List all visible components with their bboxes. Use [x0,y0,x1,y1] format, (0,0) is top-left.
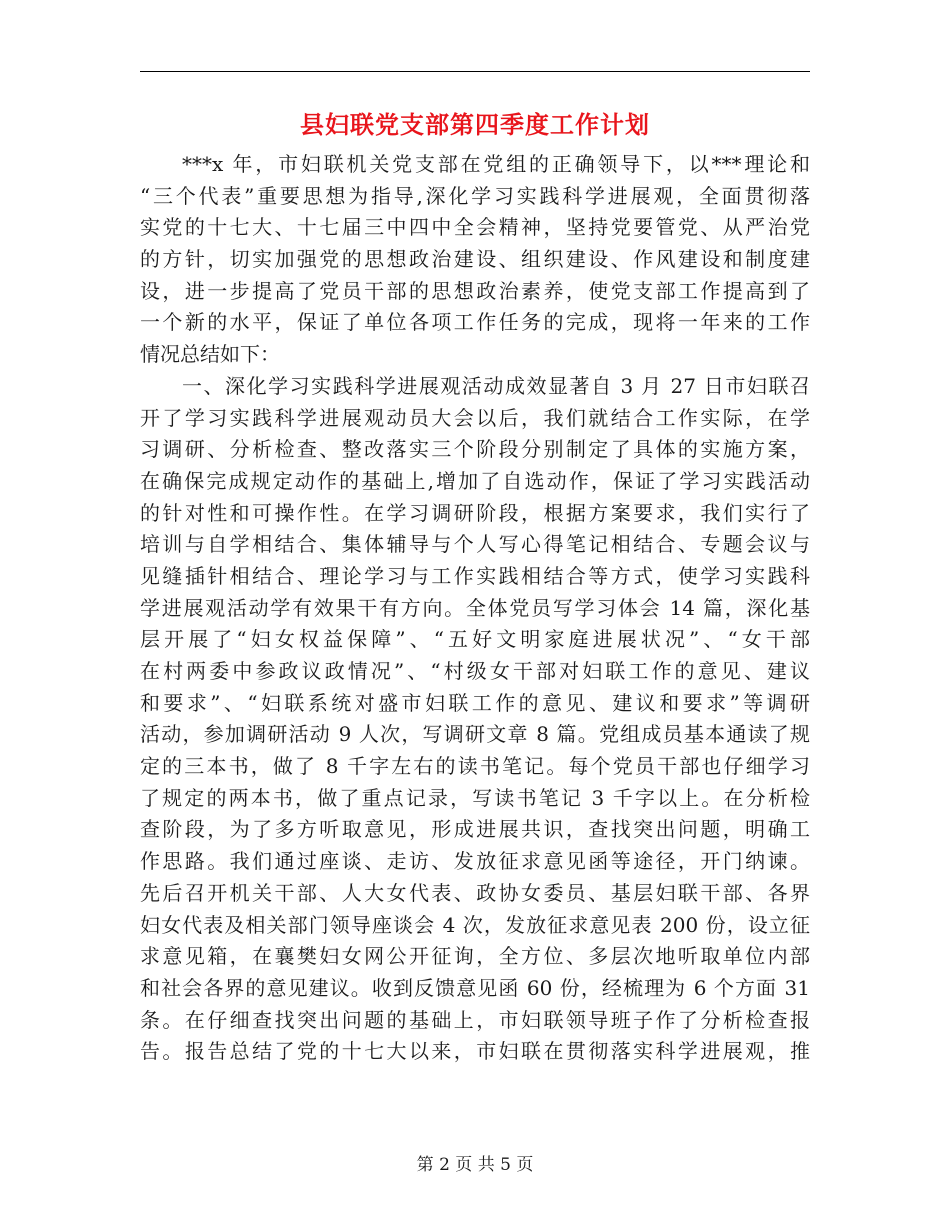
paragraph-line: 情况总结如下： [140,342,280,367]
paragraph-line: 查阶段，为了多方听取意见，形成进展共识，查找突出问题，明确工 [140,817,810,842]
paragraph-line: 培训与自学相结合、集体辅导与个人写心得笔记相结合、专题会议与 [140,532,810,557]
paragraph-line: 和要求”、“妇联系统对盛市妇联工作的意见、建议和要求”等调研 [140,690,810,715]
paragraph-line: 学进展观活动学有效果干有方向。全体党员写学习体会 14 篇，深化基 [140,595,810,620]
paragraph-line: 妇女代表及相关部门领导座谈会 4 次，发放征求意见表 200 份，设立征 [140,912,810,937]
paragraph-line: 和社会各界的意见建议。收到反馈意见函 60 份，经梳理为 6 个方面 31 [140,975,810,1000]
paragraph-line: 一、深化学习实践科学进展观活动成效显著自 3 月 27 日市妇联召 [182,373,810,398]
paragraph-line: 见缝插针相结合、理论学习与工作实践相结合等方式，使学习实践科 [140,563,810,588]
paragraph-line: 的针对性和可操作性。在学习调研阶段，根据方案要求，我们实行了 [140,500,810,525]
paragraph-line: 一个新的水平，保证了单位各项工作任务的完成，现将一年来的工作 [140,310,810,335]
paragraph-line: 在村两委中参政议政情况”、“村级女干部对妇联工作的意见、建议 [140,659,810,683]
document-title: 县妇联党支部第四季度工作计划 [300,110,650,139]
header-rule [140,71,810,72]
paragraph-line: 层开展了“妇女权益保障”、“五好文明家庭进展状况”、“女干部 [140,627,810,652]
paragraph-line: 条。在仔细查找突出问题的基础上，市妇联领导班子作了分析检查报 [140,1007,810,1032]
document-body [140,149,810,1068]
paragraph-line: 告。报告总结了党的十七大以来，市妇联在贯彻落实科学进展观，推 [140,1039,810,1064]
paragraph-line: 习调研、分析检查、整改落实三个阶段分别制定了具体的实施方案， [140,437,810,462]
page-number-footer: 第 2 页 共 5 页 [416,1155,534,1175]
paragraph-line: 设，进一步提高了党员干部的思想政治素养，使党支部工作提高到了 [140,278,810,303]
paragraph-line: 实党的十七大、十七届三中四中全会精神，坚持党要管党、从严治党 [140,215,810,240]
paragraph-line: 活动，参加调研活动 9 人次，写调研文章 8 篇。党组成员基本通读了规 [140,722,810,747]
paragraph-line: 定的三本书，做了 8 千字左右的读书笔记。每个党员干部也仔细学习 [140,754,810,779]
paragraph-line: “三个代表”重要思想为指导,深化学习实践科学进展观，全面贯彻落 [140,183,810,208]
paragraph-line: 了规定的两本书，做了重点记录，写读书笔记 3 千字以上。在分析检 [140,785,810,810]
paragraph-line: 作思路。我们通过座谈、走访、发放征求意见函等途径，开门纳谏。 [140,849,810,874]
paragraph-line: 的方针，切实加强党的思想政治建设、组织建设、作风建设和制度建 [140,247,810,272]
paragraph-line: 开了学习实践科学进展观动员大会以后，我们就结合工作实际，在学 [140,405,810,430]
paragraph-line: 在确保完成规定动作的基础上,增加了自选动作，保证了学习实践活动 [140,468,810,493]
paragraph-line: ***x 年，市妇联机关党支部在党组的正确领导下，以***理论和 [182,152,810,176]
paragraph-line: 求意见箱，在襄樊妇女网公开征询，全方位、多层次地听取单位内部 [140,944,810,969]
paragraph-line: 先后召开机关干部、人大女代表、政协女委员、基层妇联干部、各界 [140,880,810,905]
